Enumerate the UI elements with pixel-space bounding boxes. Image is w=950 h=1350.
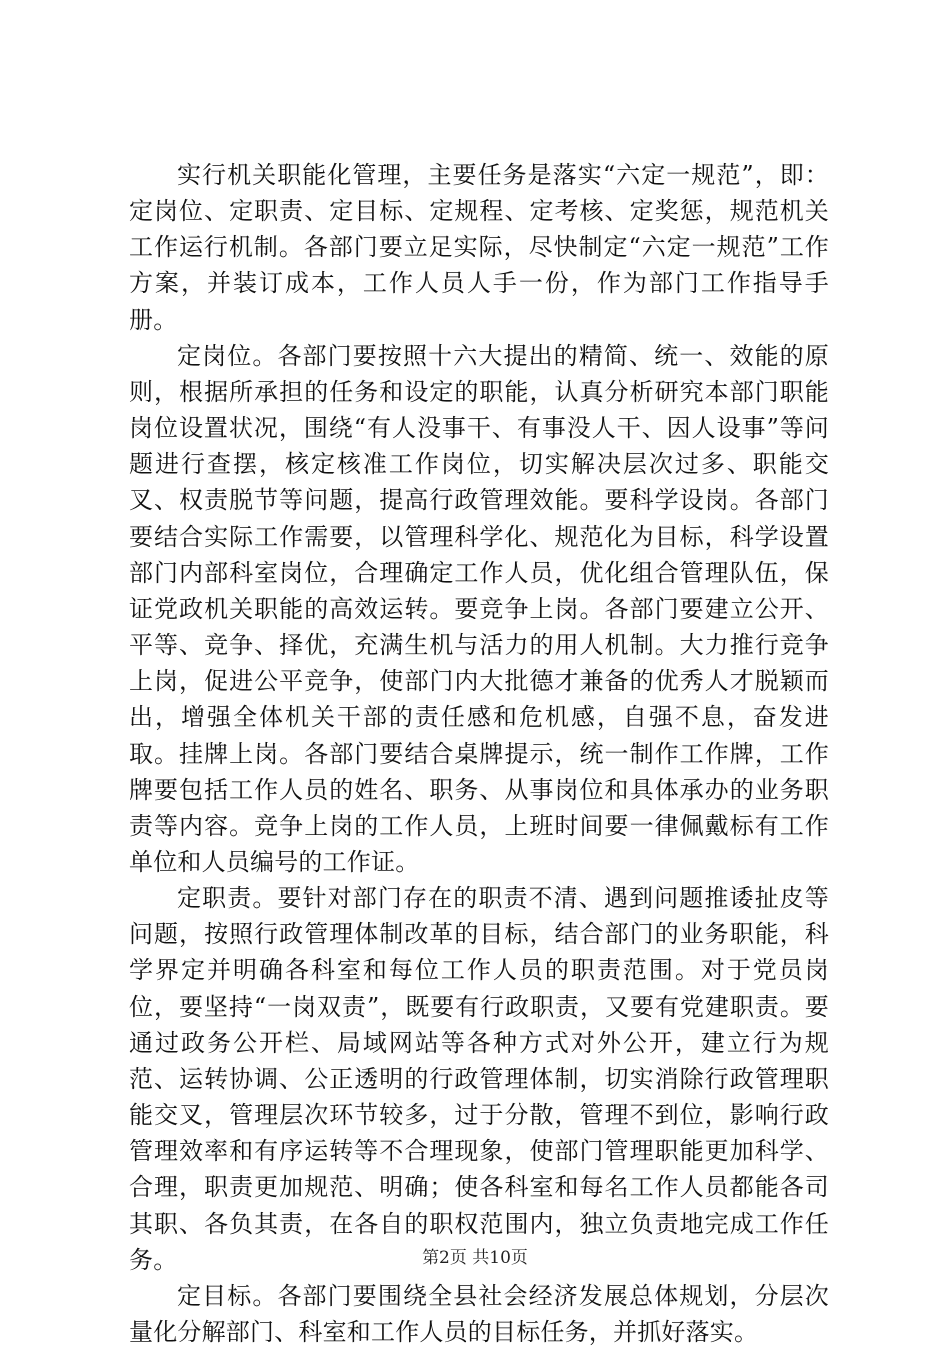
document-body bbox=[129, 157, 829, 1350]
page-number-footer: 第2页 共10页 bbox=[422, 1248, 528, 1268]
paragraph-define-goals: 定目标。各部门要围绕全县社会经济发展总体规划，分层次量化分解部门、科室和工作人员的目标任务，并抓好落实。 bbox=[129, 1281, 829, 1346]
paragraph-define-posts: 定岗位。各部门要按照十六大提出的精简、统一、效能的原则，根据所承担的任务和设定的职能，认真分析研究本部门职能岗位设置状况，围绕“有人没事干、有事没人干、因人设事”等问题进行查摆，核定核准工作岗位，切实解决层次过多、职能交叉、权责脱节等问题，提高行政管理效能。要科学设岗。各部门要结合实际工作需要，以管理科学化、规范化为目标，科学设置部门内部科室岗位，合理确定工作人员，优化组合管理队伍，保证党政机关职能的高效运转。要竞争上岗。各部门要建立公开、平等、竞争、择优，充满生机与活力的用人机制。大力推行竞争上岗，促进公平竞争，使部门内大批德才兼备的优秀人才脱颖而出，增强全体机关干部的责任感和危机感，自强不息，奋发进取。挂牌上岗。各部门要结合桌牌提示，统一制作工作牌，工作牌要包括工作人员的姓名、职务、从事岗位和具体承办的业务职责等内容。竞争上岗的工作人员，上班时间要一律佩戴标有工作单位和人员编号的工作证。 bbox=[129, 341, 829, 876]
paragraph-overview: 实行机关职能化管理，主要任务是落实“六定一规范”，即：定岗位、定职责、定目标、定规程、定考核、定奖惩，规范机关工作运行机制。各部门要立足实际，尽快制定“六定一规范”工作方案，并装订成本，工作人员人手一份，作为部门工作指导手册。 bbox=[129, 161, 829, 334]
paragraph-define-duties: 定职责。要针对部门存在的职责不清、遇到问题推诿扯皮等问题，按照行政管理体制改革的目标，结合部门的业务职能，科学界定并明确各科室和每位工作人员的职责范围。对于党员岗位，要坚持“一岗双责”，既要有行政职责，又要有党建职责。要通过政务公开栏、局域网站等各种方式对外公开，建立行为规范、运转协调、公正透明的行政管理体制，切实消除行政管理职能交叉，管理层次环节较多，过于分散，管理不到位，影响行政管理效率和有序运转等不合理现象，使部门管理职能更加科学、合理，职责更加规范、明确；使各科室和每名工作人员都能各司其职、各负其责，在各自的职权范围内，独立负责地完成工作任务。 bbox=[129, 884, 829, 1274]
